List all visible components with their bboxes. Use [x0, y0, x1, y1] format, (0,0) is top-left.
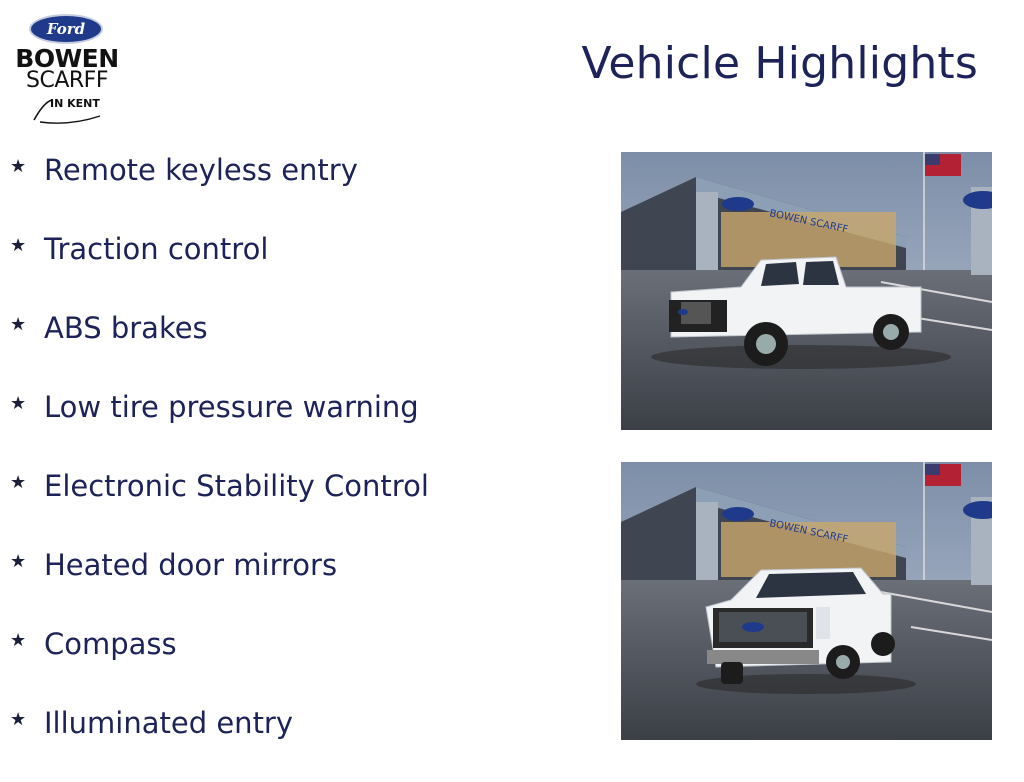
ford-oval-icon	[29, 14, 103, 44]
list-item	[10, 466, 429, 545]
highlight-label: ABS brakes	[44, 311, 208, 345]
star-icon: ★	[10, 472, 27, 493]
list-item	[10, 387, 429, 466]
highlight-label: Illuminated entry	[44, 706, 294, 740]
highlight-label: Electronic Stability Control	[44, 469, 429, 503]
list-item	[10, 624, 429, 703]
highlights-list	[10, 150, 429, 782]
star-icon: ★	[10, 235, 27, 256]
star-icon: ★	[10, 314, 27, 335]
list-item	[10, 308, 429, 387]
ford-oval-text: Ford	[46, 20, 86, 38]
logo-line-scarff: SCARFF	[26, 68, 108, 93]
page-title: Vehicle Highlights	[581, 38, 978, 89]
dealership-sign: BOWEN SCARFF	[768, 208, 849, 236]
highlight-label: Heated door mirrors	[44, 548, 338, 582]
logo-line-bowen: BOWEN	[15, 44, 119, 73]
star-icon: ★	[10, 630, 27, 651]
list-item	[10, 545, 429, 624]
list-item	[10, 703, 429, 782]
star-icon: ★	[10, 156, 27, 177]
truck-front-view-photo[interactable]	[621, 462, 992, 740]
highlight-label: Remote keyless entry	[44, 153, 358, 187]
highlight-label: Low tire pressure warning	[44, 390, 419, 424]
highlight-label: Traction control	[44, 232, 269, 266]
list-item	[10, 150, 429, 229]
dealership-sign: BOWEN SCARFF	[768, 518, 849, 546]
star-icon: ★	[10, 393, 27, 414]
list-item	[10, 229, 429, 308]
star-icon: ★	[10, 551, 27, 572]
dealer-logo[interactable]	[10, 14, 125, 124]
logo-line-in-kent: IN KENT	[50, 97, 100, 110]
star-icon: ★	[10, 709, 27, 730]
highlight-label: Compass	[44, 627, 177, 661]
truck-side-view-photo[interactable]	[621, 152, 992, 430]
